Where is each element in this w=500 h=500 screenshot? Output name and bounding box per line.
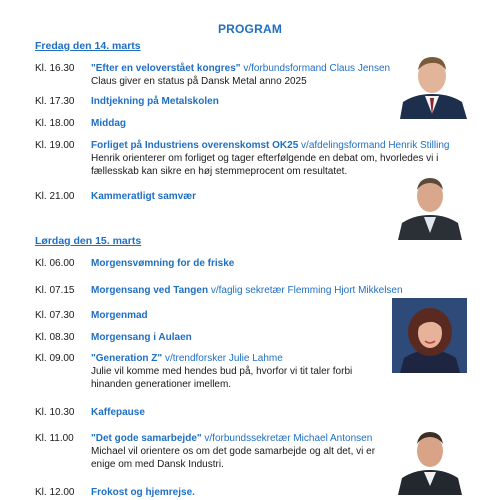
entry-title: Morgenmad: [91, 310, 148, 321]
speaker-photo-henrik-stilling: [392, 165, 467, 240]
entry-title: Frokost og hjemrejse.: [91, 487, 195, 498]
entry-title: Morgensvømning for de friske: [91, 258, 235, 269]
day-heading-friday: Fredag den 14. marts: [35, 40, 141, 52]
entry-title: "Generation Z": [91, 353, 163, 364]
entry-time: Kl. 16.30: [35, 63, 75, 74]
entry-description: Michael vil orientere os om det gode samarbejde og alt det, vi er: [91, 446, 376, 457]
entry-title: Morgensang ved Tangen: [91, 285, 209, 296]
entry-time: Kl. 11.00: [35, 433, 74, 444]
entry-speaker: v/faglig sekretær Flemming Hjort Mikkelsen: [208, 285, 403, 296]
entry-time: Kl. 08.30: [35, 332, 75, 343]
entry-title: Middag: [91, 118, 126, 129]
entry-title: Kammeratligt samvær: [91, 191, 197, 202]
entry-description: fællesskab kan sikre en høj stemmeprocent om resultatet.: [91, 166, 348, 177]
entry-time: Kl. 10.30: [35, 407, 75, 418]
entry-time: Kl. 17.30: [35, 96, 75, 107]
entry-title: Morgensang i Aulaen: [91, 332, 192, 343]
entry-time: Kl. 09.00: [35, 353, 75, 364]
entry-time: Kl. 18.00: [35, 118, 75, 129]
entry-description: hinanden generationer imellem.: [91, 379, 232, 390]
entry-title: Indtjekning på Metalskolen: [91, 96, 219, 107]
entry-description: enige om med Dansk Industri.: [91, 459, 224, 470]
entry-speaker: v/forbundsformand Claus Jensen: [240, 63, 391, 74]
entry-time: Kl. 07.15: [35, 285, 75, 296]
speaker-photo-julie-lahme: [392, 298, 467, 373]
entry-description: Henrik orienterer om forliget og tager efterfølgende en debat om, hvorledes vi i: [91, 153, 439, 164]
speaker-photo-claus-jensen: [395, 44, 470, 119]
speaker-photo-michael-antonsen: [392, 420, 467, 495]
entry-time: Kl. 06.00: [35, 258, 75, 269]
entry-time: Kl. 07.30: [35, 310, 75, 321]
entry-speaker: v/trendforsker Julie Lahme: [162, 353, 283, 364]
entry-time: Kl. 19.00: [35, 140, 75, 151]
entry-title: Forliget på Industriens overenskomst OK25: [91, 140, 299, 151]
entry-description: Julie vil komme med hendes bud på, hvorfor vi tit taler forbi: [91, 366, 353, 377]
entry-speaker: v/forbundssekretær Michael Antonsen: [201, 433, 373, 444]
entry-time: Kl. 12.00: [35, 487, 75, 498]
entry-description: Claus giver en status på Dansk Metal anno 2025: [91, 76, 307, 87]
entry-time: Kl. 21.00: [35, 191, 75, 202]
entry-title: "Efter en veloverstået kongres": [91, 63, 241, 74]
entry-speaker: v/afdelingsformand Henrik Stilling: [298, 140, 450, 151]
entry-title: "Det gode samarbejde": [91, 433, 202, 444]
page-title: PROGRAM: [217, 22, 283, 36]
day-heading-saturday: Lørdag den 15. marts: [35, 235, 142, 247]
entry-title: Kaffepause: [91, 407, 145, 418]
